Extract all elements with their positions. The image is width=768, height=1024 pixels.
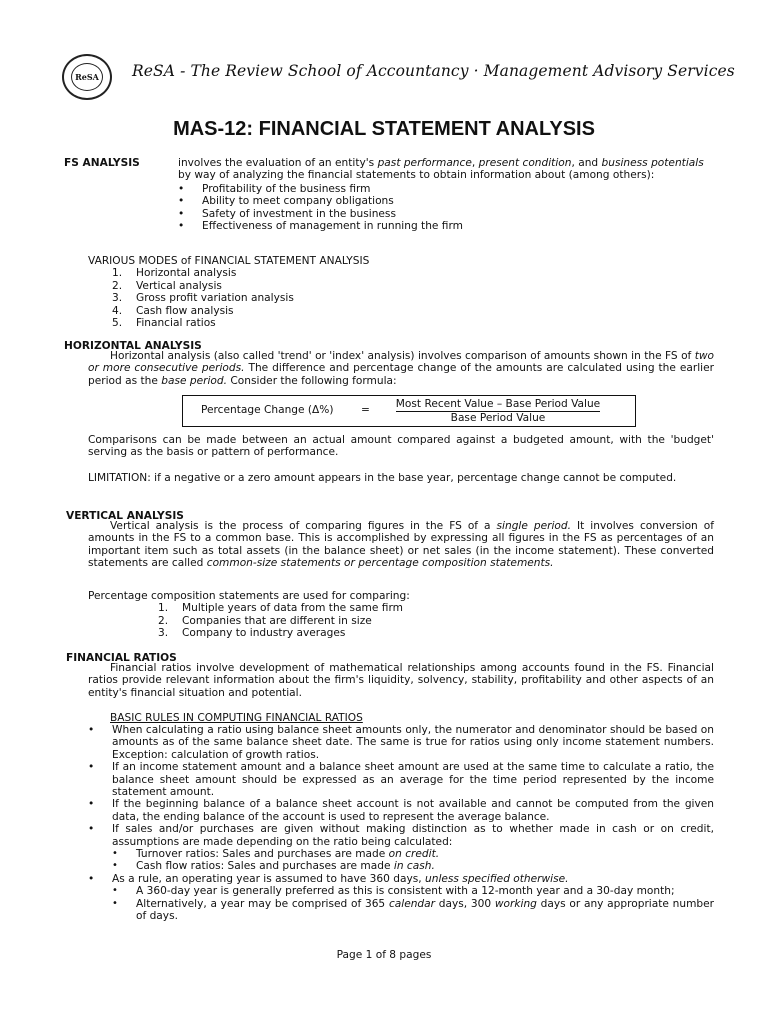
list-item: [112, 305, 708, 317]
list-item: [112, 860, 714, 872]
fs-def-em-past: past performance: [377, 157, 472, 169]
list-item: [158, 627, 714, 639]
logo-text: ReSA: [71, 63, 103, 91]
rule5-text: As a rule, an operating year is assumed to have 360 days,: [112, 872, 422, 885]
horizontal-heading: HORIZONTAL ANALYSIS: [64, 340, 202, 352]
rule4-text: If sales and/or purchases are given without making distinction as to whether made in cash or on credit, assumptions are made depending on the ratio being calculated:: [112, 823, 714, 848]
sub-text: Turnover ratios: Sales and purchases are made: [136, 848, 386, 861]
vertical-text-a: Vertical analysis is the process of comparing figures in the FS of a: [110, 520, 491, 532]
vertical-em-single: single period.: [496, 520, 572, 532]
vertical-list: [158, 602, 714, 639]
horizontal-text-b: The difference and percentage change of the amounts are calculated using the earlier period as the: [88, 362, 714, 387]
list-item: [158, 615, 714, 627]
vertical-em-common-size: common-size statements or percentage composition statements.: [206, 557, 554, 570]
item-number: 1.: [158, 602, 169, 615]
sub-em: on credit.: [388, 848, 440, 861]
list-item: • If an income statement amount and a balance sheet amount are used at the same time to calculate a ratio, the balance sheet amount should be expressed as an average for the time period represented by the income statement amount.: [88, 761, 714, 798]
fs-def-em-present: present condition: [478, 157, 572, 169]
item-number: 1.: [112, 267, 123, 280]
item-text: Gross profit variation analysis: [136, 292, 294, 305]
item-text: Companies that are different in size: [182, 614, 372, 627]
sub-text: Alternatively, a year may be comprised of 365: [136, 897, 386, 910]
horizontal-text-c: Consider the following formula:: [230, 374, 397, 387]
item-number: 2.: [112, 279, 123, 292]
formula-label: Percentage Change (Δ%): [201, 404, 334, 416]
letterhead: [62, 52, 735, 98]
sub-em: calendar: [388, 897, 436, 910]
horizontal-limitation: LIMITATION: if a negative or a zero amount appears in the base year, percentage change cannot be computed.: [88, 472, 677, 484]
item-number: 3.: [112, 292, 123, 305]
basic-rules-title: BASIC RULES IN COMPUTING FINANCIAL RATIOS: [110, 712, 363, 724]
list-item: [112, 280, 708, 292]
fs-analysis-list: [178, 183, 718, 233]
modes-heading: VARIOUS MODES of FINANCIAL STATEMENT ANALYSIS: [88, 255, 370, 267]
basic-rules-list: [110, 724, 714, 923]
page-number: Page 1 of 8 pages: [336, 949, 432, 961]
fs-def-em-potentials: business potentials: [601, 157, 704, 169]
item-text: Company to industry averages: [182, 627, 346, 640]
list-item: [112, 292, 708, 304]
horizontal-em-base: base period.: [161, 374, 228, 387]
item-text: Cash flow analysis: [136, 304, 234, 317]
formula-fraction: [383, 398, 613, 424]
sub-text: days or any appropriate number of days.: [136, 897, 714, 923]
fs-analysis-definition: [178, 157, 718, 232]
item-text: Financial ratios: [136, 317, 216, 330]
sub-text: Cash flow ratios: Sales and purchases are made: [136, 860, 391, 873]
list-item: [158, 602, 714, 614]
rule4-sublist: [112, 848, 714, 873]
list-item: [112, 848, 714, 860]
fs-def-text: involves the evaluation of an entity's: [178, 157, 375, 169]
list-item: • If the beginning balance of a balance sheet account is not available and cannot be computed from the given data, the ending balance of the account is used to represent the average balance.: [88, 798, 714, 823]
horizontal-text-a: Horizontal analysis (also called 'trend' or 'index' analysis) involves comparison of amounts shown in the FS of: [110, 350, 692, 362]
document-title: MAS-12: FINANCIAL STATEMENT ANALYSIS: [173, 118, 595, 140]
vertical-heading: VERTICAL ANALYSIS: [66, 510, 184, 522]
ratios-heading: FINANCIAL RATIOS: [66, 652, 177, 664]
fs-def-and: , and: [571, 157, 599, 169]
list-item: • Ability to meet company obligations: [178, 195, 718, 207]
formula-numerator: Most Recent Value – Base Period Value: [395, 398, 601, 410]
sub-em: in cash.: [393, 860, 435, 873]
list-item: • Effectiveness of management in running the firm: [178, 220, 718, 232]
formula-equals: =: [361, 404, 370, 416]
horizontal-comparisons: Comparisons can be made between an actual amount compared against a budgeted amount, with the 'budget' serving as the basis or pattern of performance.: [88, 434, 714, 459]
item-number: 4.: [112, 304, 123, 317]
resa-logo-icon: [62, 54, 112, 100]
sub-text: days, 300: [438, 897, 492, 910]
modes-section: [88, 255, 708, 329]
list-item: • Safety of investment in the business: [178, 208, 718, 220]
rules-list: [88, 724, 714, 923]
list-item: [112, 317, 708, 329]
letterhead-title: ReSA - The Review School of Accountancy · Management Advisory Services: [132, 62, 735, 80]
rule5-em: unless specified otherwise.: [425, 872, 569, 885]
percentage-change-formula: [182, 395, 636, 427]
ratios-paragraph: Financial ratios involve development of mathematical relationships among accounts found in the FS. Financial ratios provide relevant information about the firm's liquidity, solvency, stability, profitability and other aspects of an entity's financial situation and potential.: [88, 662, 714, 699]
list-item: [112, 267, 708, 279]
vertical-paragraph: [88, 520, 714, 570]
list-item: • A 360-day year is generally preferred as this is consistent with a 12-month year and a 30-day month;: [112, 885, 714, 897]
list-item: [112, 898, 714, 923]
fs-def-comma: ,: [471, 157, 476, 169]
item-number: 2.: [158, 614, 169, 627]
item-text: Vertical analysis: [136, 279, 222, 292]
horizontal-em-periods: two or more consecutive periods.: [88, 350, 714, 375]
vertical-comparing: [88, 590, 714, 640]
item-text: Multiple years of data from the same firm: [182, 602, 403, 615]
list-item: • When calculating a ratio using balance sheet amounts only, the numerator and denominator should be based on amounts as of the same balance sheet date. The same is true for ratios using only income statement numbers. Exception: calculation of growth ratios.: [88, 724, 714, 761]
fs-def-rest: by way of analyzing the financial statements to obtain information about (among others):: [178, 169, 655, 182]
vertical-comparing-intro: Percentage composition statements are used for comparing:: [88, 590, 410, 602]
basic-rules-heading: [110, 712, 714, 724]
formula-denominator: Base Period Value: [450, 412, 546, 424]
item-text: Horizontal analysis: [136, 267, 237, 280]
horizontal-paragraph: [88, 350, 714, 387]
rule5-sublist: [112, 885, 714, 922]
list-item: • Profitability of the business firm: [178, 183, 718, 195]
list-item: [88, 823, 714, 873]
list-item: [88, 873, 714, 923]
fs-analysis-label: FS ANALYSIS: [64, 157, 140, 169]
modes-list: [112, 267, 708, 329]
item-number: 3.: [158, 627, 169, 640]
item-number: 5.: [112, 317, 123, 330]
sub-em: working: [494, 897, 537, 910]
vertical-text-b: It involves conversion of amounts in the FS to a common base. This is accomplished by expressing all figures in the FS as percentages of an important item such as total assets (in the balance sheet) or net sales (in the income statement). These converted statements are called: [88, 520, 714, 570]
